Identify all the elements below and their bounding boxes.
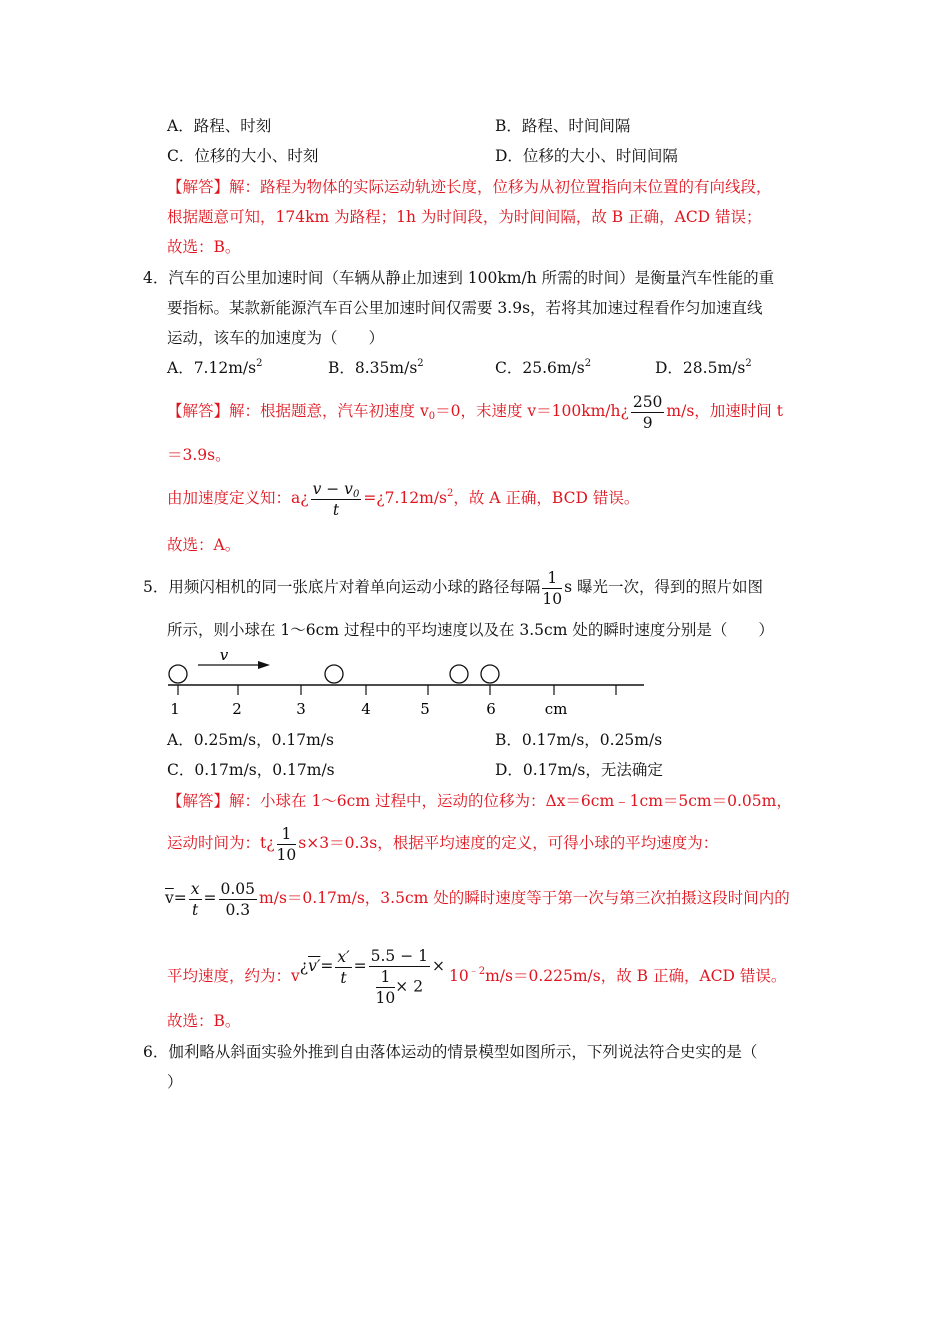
tick-label: 3 <box>296 700 306 718</box>
fraction: $\frac{1}{10}$ <box>276 824 297 864</box>
q3-option-b: B．路程、时间间隔 <box>495 117 631 135</box>
answer-tag: 【解答】 <box>167 402 230 420</box>
q3-option-a: A．路程、时刻 <box>167 117 272 135</box>
q3-answer-line-1: 【解答】解：路程为物体的实际运动轨迹长度，位移为从初位置指向末位置的有向线段， <box>167 178 772 196</box>
q5-option-c: C．0.17m/s，0.17m/s <box>167 761 335 779</box>
tick-label: 2 <box>232 700 242 718</box>
q4-answer-line-3: 由加速度定义知：a¿ $\frac{v - v_0}{t}$ $=¿7.12m/s^2$，故 A 正确，BCD 错误。 <box>167 479 640 519</box>
q4-option-c: C．$25.6m/s^2$ <box>495 358 592 377</box>
ball <box>169 665 187 683</box>
q3-answer-line-2: 根据题意可知，174km 为路程；1h 为时间段，为时间间隔，故 B 正确，ACD 错误； <box>167 208 762 226</box>
q4-option-a: A．$7.12m/s^2$ <box>167 358 263 377</box>
fraction: $\frac{1}{10}$ <box>542 568 563 608</box>
q5-stem-line-1: 5．用频闪相机的同一张底片对着单向运动小球的路径每隔 $\frac{1}{10}$ s 曝光一次，得到的照片如图 <box>143 568 764 608</box>
arrow-head-icon <box>258 661 270 669</box>
q6-stem-line-1: 6．伽利略从斜面实验外推到自由落体运动的情景模型如图所示，下列说法符合史实的是（ <box>143 1043 758 1061</box>
q6-stem-line-2: ） <box>167 1073 183 1091</box>
tick-label: 5 <box>420 700 430 718</box>
q5-option-d: D．0.17m/s，无法确定 <box>495 761 663 779</box>
q3-answer-choice: 故选：B。 <box>167 238 241 256</box>
q5-option-a: A．0.25m/s，0.17m/s <box>167 731 334 749</box>
question-number: 5． <box>143 578 169 596</box>
q5-option-b: B．0.17m/s，0.25m/s <box>495 731 663 749</box>
fraction: $\frac{x'}{t}$ <box>337 947 350 987</box>
ball <box>481 665 499 683</box>
question-number: 6． <box>143 1043 169 1061</box>
tick-label: 1 <box>170 700 180 718</box>
question-number: 4． <box>143 269 169 287</box>
q4-stem-line-3: 运动，该车的加速度为（ ） <box>167 329 385 347</box>
q5-answer-choice: 故选：B。 <box>167 1012 241 1030</box>
q5-answer-line-1: 【解答】解：小球在 1～6cm 过程中，运动的位移为：Δx＝6cm﹣1cm＝5cm＝0.05m， <box>167 792 792 810</box>
ball <box>450 665 468 683</box>
q4-stem-line-1: 4．汽车的百公里加速时间（车辆从静止加速到 100km/h 所需的时间）是衡量汽车性能的重 <box>143 269 775 287</box>
ball <box>325 665 343 683</box>
tick-label: 6 <box>486 700 496 718</box>
q4-option-d: D．$28.5m/s^2$ <box>655 358 752 377</box>
q4-stem-line-2: 要指标。某款新能源汽车百公里加速时间仅需要 3.9s，若将其加速过程看作匀加速直线 <box>167 299 763 317</box>
acceleration-formula: $\frac{v - v_0}{t}$ <box>312 479 360 519</box>
q4-answer-choice: 故选：A。 <box>167 536 241 554</box>
compound-fraction: 5.5 − 1 $\frac{1}{10}$ × 2 <box>370 947 428 1007</box>
q5-stem-line-2: 所示，则小球在 1～6cm 过程中的平均速度以及在 3.5cm 处的瞬时速度分别是（ ） <box>167 621 774 639</box>
q4-option-b: B．$8.35m/s^2$ <box>328 358 424 377</box>
fraction: $\frac{x}{t}$ <box>190 879 200 919</box>
tick-label: 4 <box>361 700 371 718</box>
q3-option-c: C．位移的大小、时刻 <box>167 147 319 165</box>
q5-answer-line-2: 运动时间为：t¿ $\frac{1}{10}$ s×3＝0.3s，根据平均速度的定义，可得小球的平均速度为： <box>167 824 719 864</box>
fraction: $\frac{0.05}{0.3}$ <box>220 879 256 919</box>
q5-answer-line-4: 平均速度，约为：v¿v′= $\frac{x'}{t}$ = 5.5 − 1 $\frac{1}{10}$ × 2 $\times 10^{﹣2}m/s=0.225m/s$，故 B 正确，ACD 错误。 <box>167 947 787 1007</box>
unit-label: cm <box>544 700 568 718</box>
q3-option-d: D．位移的大小、时间间隔 <box>495 147 678 165</box>
velocity-label: v <box>219 646 229 664</box>
q4-answer-line-1: 【解答】解：根据题意，汽车初速度 $v_0=0$，末速度 v＝100km/h¿ $\frac{250}{9}$ m/s，加速时间 t <box>167 392 783 432</box>
strobe-photo-figure <box>160 645 650 721</box>
fraction: $\frac{250}{9}$ <box>632 392 663 432</box>
answer-tag: 【解答】 <box>167 792 230 810</box>
q5-answer-line-3: $\overline{v}=$ $\frac{x}{t}$ = $\frac{0.05}{0.3}$ m/s＝0.17m/s，3.5cm 处的瞬时速度等于第一次与第三次拍摄这段时间内的 <box>165 879 790 919</box>
answer-tag: 【解答】 <box>167 178 230 196</box>
q4-answer-line-2: ＝3.9s。 <box>167 446 231 464</box>
